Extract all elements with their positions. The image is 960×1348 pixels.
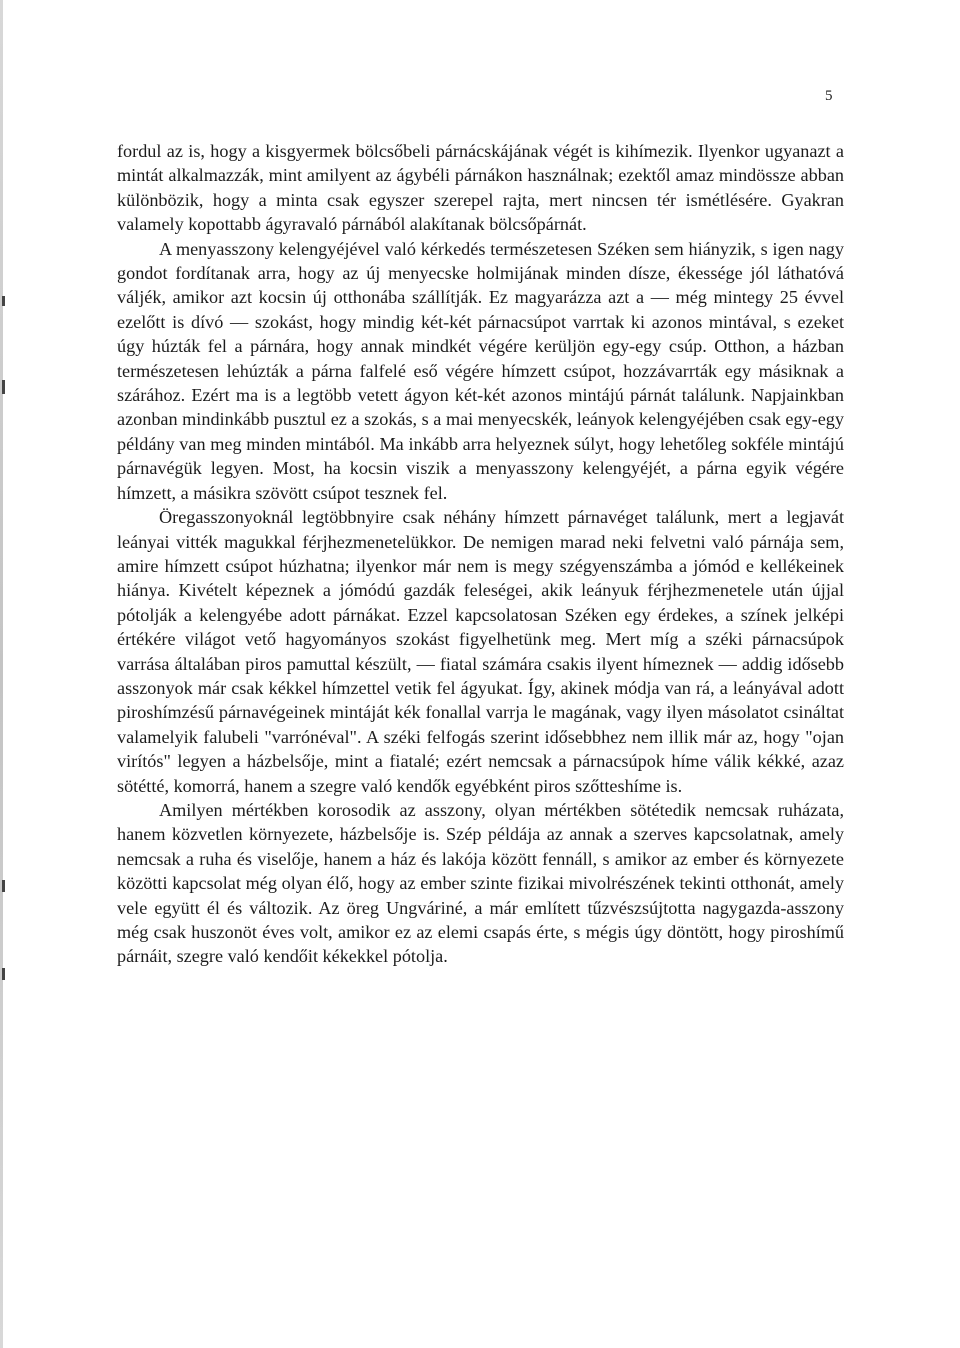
page-number: 5: [825, 88, 833, 104]
paragraph: A menyasszony kelengyéjével való kérkedés természetesen Széken sem hiányzik, s igen nagy gondot fordítanak arra, hogy az új menyecske holmijának minden dísze, ékessége jól láthatóvá váljék, amikor azt kocsin új otthonába szállítják. Ez magyarázza azt a — még mintegy 25 évvel ezelőtt is dívó — szokást, hogy mindig két-két párnacsúpot varrtak ki azonos mintával, s ezeket úgy húzták fel a párnára, hogy annak mindkét végére kerüljön egy-egy csúp. Otthon, a házban természetesen lehúzták a párna falfelé eső végére hímzett csúpot, hozzávarrták egy másiknak a szárához. Ezért ma is a legtöbb vetett ágyon két-két azonos mintájú párnát találunk. Napjainkban azonban mindinkább pusztul ez a szokás, s a mai menyecskék, leányok kelengyéjében csak egy-egy példány van meg minden mintából. Ma inkább arra helyeznek súlyt, hogy lehetőleg sokféle mintájú párnavégük legyen. Most, ha kocsin viszik a menyasszony kelengyéjét, a párna egyik végére hímzett, a másikra szövött csúpot tesznek fel.: [117, 238, 844, 503]
margin-mark: [2, 380, 5, 394]
scan-edge: [0, 0, 3, 1348]
margin-mark: [2, 880, 5, 892]
body-text: [117, 139, 844, 969]
paragraph: Amilyen mértékben korosodik az asszony, olyan mértékben sötétedik nemcsak ruházata, hanem közvetlen környezete, házbelsője is. Szép példája az annak a szerves kapcsolatnak, amely nemcsak a ruha és viselője, hanem a ház és lakója között fennáll, s amikor az ember és környezete közötti kapcsolat még olyan élő, hogy az ember szinte fizikai mivolrészének tekinti otthonát, amely vele együtt él és változik. Az öreg Ungváriné, a már említett tűzvészsújtotta nagygazda-asszony még csak huszonöt éves volt, amikor ez az elemi csapás érte, s mégis úgy döntött, hogy piroshímű párnáit, szegre való kendőit kékekkel pótolja.: [117, 799, 844, 967]
margin-mark: [2, 296, 5, 306]
paragraph: fordul az is, hogy a kisgyermek bölcsőbeli párnácskájának végét is kihímezik. Ilyenkor ugyanazt a mintát alkalmazzák, mint amilyent az ágybéli párnákon használnak; ezektől amaz mindössze abban különbözik, hogy a minta csak egyszer szerepel rajta, mert nincsen tér ismétlésére. Gyakran valamely kopottabb ágyravaló párnából alakítanak bölcsőpárnát.: [117, 141, 844, 235]
margin-mark: [2, 968, 5, 980]
paragraph: Öregasszonyoknál legtöbbnyire csak néhány hímzett párnavéget találunk, mert a legjavát leányai vitték magukkal férjhezmenetelükkor. De nemigen marad neki felvetni való párnája sem, amire hímzett csúpot húzhatna; ilyenkor már nem is megy szégyenszámba a jómód e kellékeinek hiánya. Kivételt képeznek a jómódú gazdák feleségei, akik leányuk férjhezmenetele után újjal pótolják a kelengyébe adott párnákat. Ezzel kapcsolatosan Széken egy érdekes, a színek jelképi értékére világot vető hagyományos szokást figyelhetünk meg. Mert míg a széki párnacsúpok varrása általában piros pamuttal készült, — fiatal számára csakis ilyent hímeznek — addig idősebb asszonyok már csak kékkel hímzettel vetik fel ágyukat. Így, akinek módja van rá, a leányával adott piroshímzésű párnavégeinek mintáját kék fonallal varrja le magának, vagy ilyen másolatot csináltat valamelyik falubeli "varrónéval". A széki felfogás szerint idősebbhez nem illik már az, hogy "ojan virítós" legyen a házbelsője, mint a fiatalé; ezért nemcsak a párnacsúpok híme válik kékké, azaz sötétté, komorrá, hanem a szegre való kendők egyébként piros szőtteshíme is.: [117, 507, 844, 796]
